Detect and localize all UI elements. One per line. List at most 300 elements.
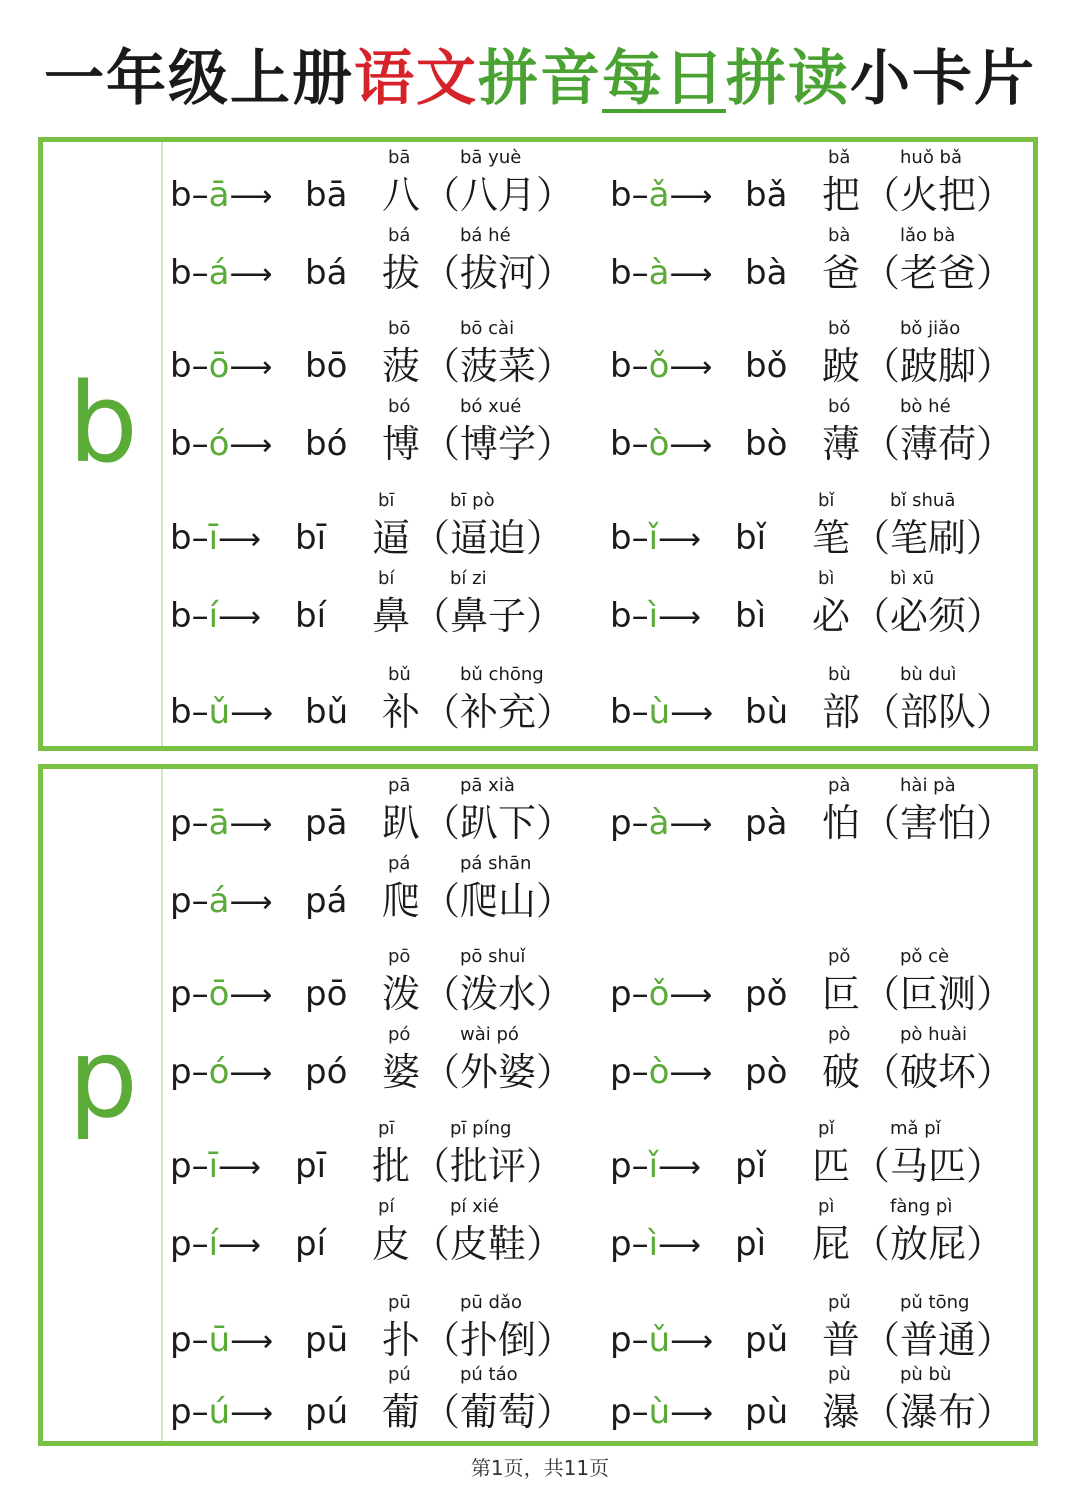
initial: p (170, 1052, 192, 1092)
word-pinyin: bó xué (460, 396, 522, 417)
char-pinyin: pō (388, 946, 411, 967)
arrow-icon: ⟶ (670, 1324, 714, 1359)
char-pinyin: pī (378, 1118, 395, 1139)
dash: – (191, 1320, 209, 1360)
dash: – (631, 1224, 649, 1264)
initial: b (610, 175, 632, 215)
example-word: （害怕） (862, 801, 1015, 845)
card-p (38, 764, 1038, 1446)
word-pinyin: bò hé (900, 396, 951, 417)
syllable: bó (305, 424, 348, 464)
syllable: pī (295, 1146, 327, 1186)
syllable: pù (745, 1392, 789, 1432)
syllable: bā (305, 175, 348, 215)
word-pinyin: pù bù (900, 1364, 952, 1385)
spelling-formula (610, 175, 712, 217)
letter-column (43, 142, 163, 746)
final-vowel: í (208, 1224, 219, 1264)
spelling-entry (610, 490, 1010, 570)
syllable: pí (295, 1224, 327, 1264)
spelling-formula (610, 803, 712, 845)
char-pinyin: pǔ (828, 1292, 851, 1313)
char-pinyin: pǐ (818, 1118, 835, 1139)
dash: – (191, 346, 209, 386)
dash: – (631, 424, 649, 464)
example-word: （葡萄） (422, 1390, 575, 1434)
spelling-entry (170, 1364, 575, 1444)
char-pinyin: bǒ (828, 318, 851, 339)
title-part-pinyin: 拼音 (478, 44, 602, 114)
syllable: bì (735, 596, 767, 636)
example-word: （拔河） (422, 251, 575, 295)
spelling-formula (610, 596, 701, 638)
title-part-grade: 一年级上册 (44, 44, 354, 114)
initial: p (170, 881, 192, 921)
syllable: pà (745, 803, 788, 843)
initial: b (170, 253, 192, 293)
word-pinyin: pǔ tōng (900, 1292, 970, 1313)
initial: p (610, 1146, 632, 1186)
dash: – (631, 1320, 649, 1360)
example-word: （薄荷） (862, 422, 1015, 466)
example-word: （泼水） (422, 972, 575, 1016)
word-pinyin: mǎ pǐ (890, 1118, 941, 1139)
arrow-icon: ⟶ (670, 696, 714, 731)
spelling-entry (610, 946, 1015, 1026)
syllable: pǒ (745, 974, 788, 1014)
example-word: （叵测） (862, 972, 1015, 1016)
example-word: （跛脚） (862, 344, 1015, 388)
arrow-icon: ⟶ (229, 257, 273, 292)
final-vowel: í (208, 596, 219, 636)
initial-letter-p: p (68, 1014, 138, 1142)
syllable: pō (305, 974, 348, 1014)
char-pinyin: pā (388, 775, 411, 796)
title-part-daily: 每日 (602, 44, 726, 114)
dash: – (191, 596, 209, 636)
spelling-entry (610, 1024, 1015, 1104)
arrow-icon: ⟶ (670, 1396, 714, 1431)
example-word: （批评） (412, 1144, 565, 1188)
syllable: pā (305, 803, 348, 843)
syllable: bǎ (745, 175, 788, 215)
char-pinyin: pí (378, 1196, 395, 1217)
spelling-entry (170, 775, 575, 855)
final-vowel: ǎ (648, 175, 670, 215)
syllable: pá (305, 881, 348, 921)
word-pinyin: bǔ chōng (460, 664, 544, 685)
card-b (38, 137, 1038, 751)
example-word: （补充） (422, 690, 575, 734)
spelling-formula (170, 1224, 261, 1266)
word-pinyin: hài pà (900, 775, 956, 796)
spelling-entry (170, 664, 575, 744)
spelling-entry (170, 568, 570, 648)
final-vowel: ó (208, 424, 230, 464)
arrow-icon: ⟶ (658, 1228, 702, 1263)
initial: p (610, 1320, 632, 1360)
spelling-entry (170, 1024, 575, 1104)
final-vowel: ō (208, 974, 230, 1014)
final-vowel: ī (208, 518, 219, 558)
syllable: pó (305, 1052, 348, 1092)
spelling-formula (610, 253, 712, 295)
syllable: bá (305, 253, 348, 293)
final-vowel: ò (648, 1052, 670, 1092)
hanzi-char: 逼 (372, 516, 411, 560)
arrow-icon: ⟶ (229, 978, 273, 1013)
spelling-entry (610, 147, 1015, 227)
spelling-formula (170, 1320, 273, 1362)
hanzi-char: 批 (372, 1144, 411, 1188)
dash: – (191, 1146, 209, 1186)
spelling-formula (170, 803, 272, 845)
hanzi-char: 怕 (822, 801, 861, 845)
char-pinyin: pò (828, 1024, 851, 1045)
arrow-icon: ⟶ (669, 428, 713, 463)
char-pinyin: bǐ (818, 490, 835, 511)
title-part-reading: 拼读 (726, 44, 850, 114)
spelling-formula (170, 346, 272, 388)
word-pinyin: pā xià (460, 775, 515, 796)
spelling-formula (170, 1146, 261, 1188)
initial: b (610, 596, 632, 636)
dash: – (191, 803, 209, 843)
example-word: （鼻子） (412, 594, 565, 638)
initial: p (610, 1224, 632, 1264)
arrow-icon: ⟶ (669, 350, 713, 385)
arrow-icon: ⟶ (218, 1150, 262, 1185)
page-indicator: 第1页，共11页 (470, 1456, 610, 1480)
syllable: bà (745, 253, 788, 293)
spelling-entry (170, 946, 575, 1026)
spelling-entry (170, 318, 575, 398)
initial: b (170, 518, 192, 558)
spelling-entry (610, 1118, 1010, 1198)
spelling-entry (610, 1364, 1015, 1444)
initial: b (170, 692, 192, 732)
initial: p (170, 803, 192, 843)
final-vowel: ǔ (648, 1320, 671, 1360)
hanzi-char: 匹 (812, 1144, 851, 1188)
title-part-subject: 语文 (354, 44, 478, 114)
hanzi-char: 皮 (372, 1222, 411, 1266)
char-pinyin: pǒ (828, 946, 851, 967)
hanzi-char: 部 (822, 690, 861, 734)
syllable: bǐ (735, 518, 767, 558)
char-pinyin: bù (828, 664, 851, 685)
char-pinyin: bā (388, 147, 411, 168)
final-vowel: à (648, 253, 670, 293)
final-vowel: ī (208, 1146, 219, 1186)
word-pinyin: pá shān (460, 853, 532, 874)
word-pinyin: pò huài (900, 1024, 968, 1045)
spelling-entry (170, 853, 575, 933)
char-pinyin: bǔ (388, 664, 411, 685)
char-pinyin: bǎ (828, 147, 851, 168)
char-pinyin: pū (388, 1292, 411, 1313)
example-word: （皮鞋） (412, 1222, 565, 1266)
final-vowel: ǐ (648, 518, 659, 558)
example-word: （菠菜） (422, 344, 575, 388)
initial: p (170, 1320, 192, 1360)
syllable: bù (745, 692, 789, 732)
dash: – (191, 1392, 209, 1432)
final-vowel: ú (208, 1392, 231, 1432)
final-vowel: ā (208, 175, 230, 215)
final-vowel: ó (208, 1052, 230, 1092)
example-word: （八月） (422, 173, 575, 217)
word-pinyin: pǒ cè (900, 946, 950, 967)
char-pinyin: bó (388, 396, 411, 417)
char-pinyin: bī (378, 490, 395, 511)
dash: – (631, 518, 649, 558)
syllable: bī (295, 518, 327, 558)
initial: p (170, 1146, 192, 1186)
hanzi-char: 婆 (382, 1050, 421, 1094)
word-pinyin: lǎo bà (900, 225, 956, 246)
arrow-icon: ⟶ (230, 1396, 274, 1431)
syllable: pò (745, 1052, 788, 1092)
final-vowel: ō (208, 346, 230, 386)
word-pinyin: pú táo (460, 1364, 518, 1385)
dash: – (631, 346, 649, 386)
spelling-entry (610, 396, 1015, 476)
word-pinyin: fàng pì (890, 1196, 953, 1217)
example-word: （放屁） (852, 1222, 1005, 1266)
hanzi-char: 趴 (382, 801, 421, 845)
dash: – (191, 1052, 209, 1092)
arrow-icon: ⟶ (229, 807, 273, 842)
char-pinyin: bō (388, 318, 411, 339)
hanzi-char: 泼 (382, 972, 421, 1016)
dash: – (191, 974, 209, 1014)
dash: – (631, 803, 649, 843)
letter-column (43, 769, 163, 1441)
spelling-formula (170, 424, 272, 466)
spelling-formula (610, 1224, 701, 1266)
final-vowel: ì (648, 1224, 659, 1264)
hanzi-char: 笔 (812, 516, 851, 560)
spelling-entry (170, 147, 575, 227)
spelling-entry (610, 1292, 1015, 1372)
hanzi-char: 跛 (822, 344, 861, 388)
arrow-icon: ⟶ (229, 428, 273, 463)
syllable: pǐ (735, 1146, 767, 1186)
spelling-formula (170, 596, 261, 638)
initial: b (610, 346, 632, 386)
hanzi-char: 普 (822, 1318, 861, 1362)
syllable: pú (305, 1392, 349, 1432)
word-pinyin: bǐ shuā (890, 490, 956, 511)
syllable: bò (745, 424, 788, 464)
arrow-icon: ⟶ (218, 522, 262, 557)
arrow-icon: ⟶ (669, 978, 713, 1013)
example-word: （博学） (422, 422, 575, 466)
spelling-entry (610, 775, 1015, 855)
example-word: （必须） (852, 594, 1005, 638)
dash: – (191, 692, 209, 732)
initial: b (170, 424, 192, 464)
final-vowel: ù (648, 1392, 671, 1432)
spelling-formula (610, 1392, 713, 1434)
syllable: pǔ (745, 1320, 789, 1360)
final-vowel: ū (208, 1320, 231, 1360)
example-word: （普通） (862, 1318, 1015, 1362)
syllable: bí (295, 596, 327, 636)
spelling-formula (170, 974, 272, 1016)
arrow-icon: ⟶ (669, 807, 713, 842)
spelling-entry (610, 318, 1015, 398)
initial-letter-b: b (68, 359, 138, 487)
arrow-icon: ⟶ (658, 1150, 702, 1185)
arrow-icon: ⟶ (229, 179, 273, 214)
char-pinyin: pú (388, 1364, 411, 1385)
final-vowel: ā (208, 803, 230, 843)
spelling-formula (170, 253, 272, 295)
arrow-icon: ⟶ (669, 257, 713, 292)
example-word: （趴下） (422, 801, 575, 845)
spelling-entry (610, 568, 1010, 648)
word-pinyin: bī pò (450, 490, 495, 511)
hanzi-char: 薄 (822, 422, 861, 466)
final-vowel: ì (648, 596, 659, 636)
hanzi-char: 博 (382, 422, 421, 466)
dash: – (191, 1224, 209, 1264)
hanzi-char: 瀑 (822, 1390, 861, 1434)
initial: b (170, 596, 192, 636)
char-pinyin: pá (388, 853, 411, 874)
hanzi-char: 把 (822, 173, 861, 217)
dash: – (631, 974, 649, 1014)
arrow-icon: ⟶ (230, 696, 274, 731)
spelling-entry (170, 490, 570, 570)
arrow-icon: ⟶ (229, 1056, 273, 1091)
dash: – (191, 424, 209, 464)
spelling-formula (170, 881, 272, 923)
spelling-formula (610, 1320, 713, 1362)
hanzi-char: 叵 (822, 972, 861, 1016)
dash: – (631, 253, 649, 293)
dash: – (191, 253, 209, 293)
dash: – (191, 881, 209, 921)
dash: – (631, 1052, 649, 1092)
hanzi-char: 爬 (382, 879, 421, 923)
spelling-formula (610, 692, 713, 734)
spelling-entry (170, 1292, 575, 1372)
syllable: bō (305, 346, 348, 386)
word-pinyin: pū dǎo (460, 1292, 523, 1313)
arrow-icon: ⟶ (658, 522, 702, 557)
example-word: （扑倒） (422, 1318, 575, 1362)
char-pinyin: pà (828, 775, 851, 796)
dash: – (631, 692, 649, 732)
initial: b (170, 175, 192, 215)
spelling-formula (170, 175, 272, 217)
initial: p (170, 974, 192, 1014)
example-word: （马匹） (852, 1144, 1005, 1188)
spelling-entry (170, 396, 575, 476)
example-word: （老爸） (862, 251, 1015, 295)
spelling-entry (610, 664, 1015, 744)
word-pinyin: bǒ jiǎo (900, 318, 961, 339)
example-word: （外婆） (422, 1050, 575, 1094)
syllable: pū (305, 1320, 349, 1360)
syllable: bǒ (745, 346, 788, 386)
initial: p (170, 1392, 192, 1432)
word-pinyin: pí xié (450, 1196, 499, 1217)
word-pinyin: bì xū (890, 568, 935, 589)
word-pinyin: bí zi (450, 568, 487, 589)
spelling-entry (610, 225, 1015, 305)
final-vowel: á (208, 881, 230, 921)
final-vowel: ù (648, 692, 671, 732)
arrow-icon: ⟶ (229, 885, 273, 920)
final-vowel: ǒ (648, 974, 670, 1014)
char-pinyin: pì (818, 1196, 835, 1217)
arrow-icon: ⟶ (218, 600, 262, 635)
spelling-formula (610, 974, 712, 1016)
spelling-formula (610, 424, 712, 466)
spelling-formula (170, 692, 273, 734)
char-pinyin: bì (818, 568, 835, 589)
arrow-icon: ⟶ (230, 1324, 274, 1359)
word-pinyin: pō shuǐ (460, 946, 526, 967)
final-vowel: ǐ (648, 1146, 659, 1186)
dash: – (631, 1146, 649, 1186)
example-word: （瀑布） (862, 1390, 1015, 1434)
syllable: bǔ (305, 692, 349, 732)
spelling-formula (170, 1392, 273, 1434)
title-part-cards: 小卡片 (850, 44, 1036, 114)
page-title (0, 34, 1080, 124)
word-pinyin: bá hé (460, 225, 511, 246)
arrow-icon: ⟶ (658, 600, 702, 635)
example-word: （逼迫） (412, 516, 565, 560)
final-vowel: à (648, 803, 670, 843)
word-pinyin: wài pó (460, 1024, 519, 1045)
dash: – (631, 596, 649, 636)
syllable: pì (735, 1224, 767, 1264)
initial: p (610, 1392, 632, 1432)
spelling-entry (170, 1196, 570, 1276)
arrow-icon: ⟶ (229, 350, 273, 385)
hanzi-char: 爸 (822, 251, 861, 295)
spelling-entry (170, 1118, 570, 1198)
word-pinyin: pī píng (450, 1118, 512, 1139)
arrow-icon: ⟶ (669, 1056, 713, 1091)
hanzi-char: 补 (382, 690, 421, 734)
final-vowel: ò (648, 424, 670, 464)
spelling-formula (610, 1146, 701, 1188)
char-pinyin: bó (828, 396, 851, 417)
arrow-icon: ⟶ (218, 1228, 262, 1263)
final-vowel: ǒ (648, 346, 670, 386)
final-vowel: ǔ (208, 692, 231, 732)
word-pinyin: huǒ bǎ (900, 147, 963, 168)
spelling-entry (610, 1196, 1010, 1276)
example-word: （部队） (862, 690, 1015, 734)
hanzi-char: 拔 (382, 251, 421, 295)
spelling-formula (610, 346, 712, 388)
spelling-formula (170, 1052, 272, 1094)
initial: p (610, 803, 632, 843)
dash: – (631, 175, 649, 215)
initial: b (610, 692, 632, 732)
char-pinyin: pó (388, 1024, 411, 1045)
initial: b (610, 253, 632, 293)
hanzi-char: 必 (812, 594, 851, 638)
